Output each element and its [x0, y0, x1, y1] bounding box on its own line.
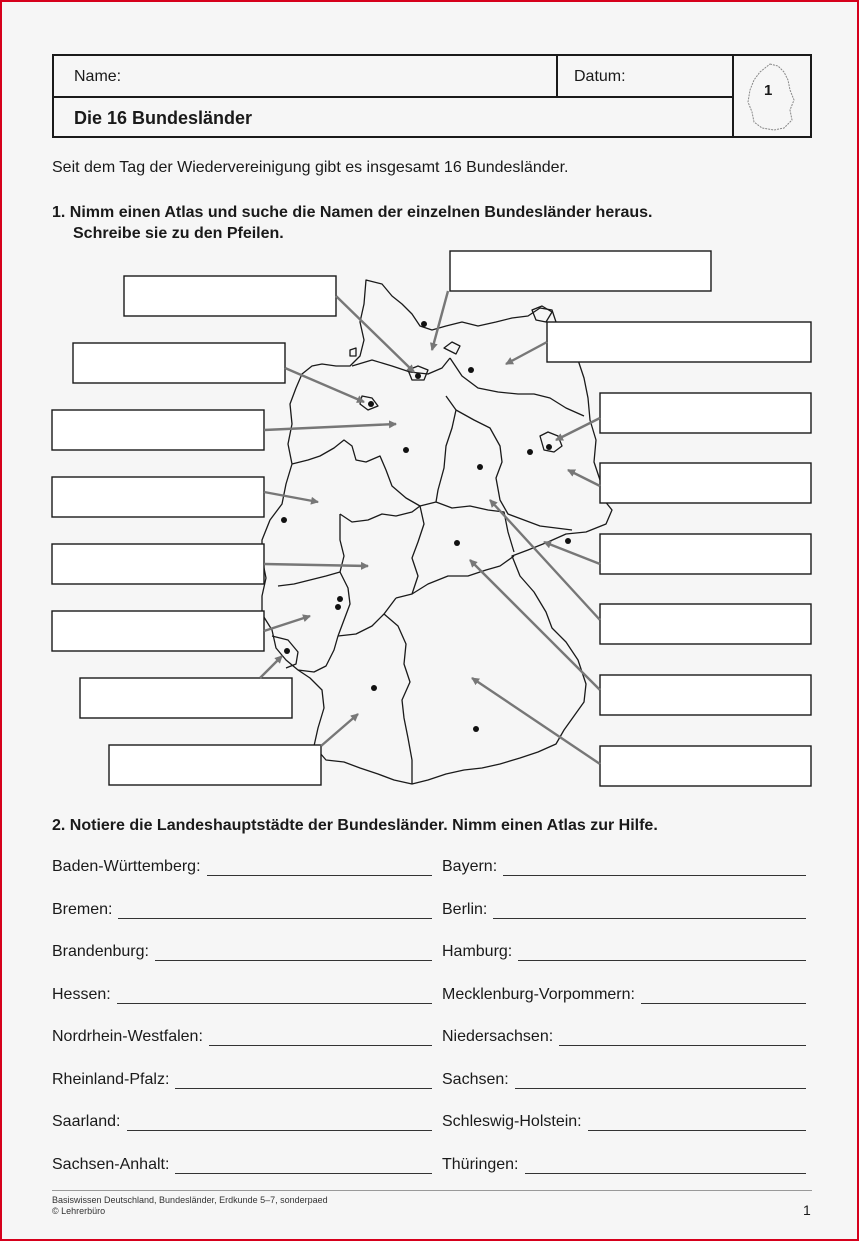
island [444, 342, 460, 354]
border-nrw-he [340, 506, 420, 522]
capital-dot [468, 367, 474, 373]
state-label: Hessen: [52, 986, 111, 1003]
answer-box[interactable] [547, 322, 811, 362]
answer-boxes [52, 251, 811, 786]
answer-box[interactable] [450, 251, 711, 291]
task-2: 2. Notiere die Landeshauptstädte der Bundesländer. Nimm einen Atlas zur Hilfe. [52, 817, 658, 834]
border-ni-mv [450, 358, 584, 416]
arrow [321, 714, 358, 746]
border-rp-he [338, 572, 350, 636]
capital-row-left [52, 986, 432, 1004]
capital-row-left [52, 1071, 432, 1089]
arrow [264, 616, 310, 631]
arrow [264, 492, 318, 502]
answer-line[interactable] [518, 946, 806, 961]
capital-row-left [52, 1156, 432, 1174]
sheet-number: 1 [764, 82, 773, 99]
footer-copyright: © Lehrerbüro [52, 1206, 106, 1216]
capital-dot [473, 726, 479, 732]
capital-dot [415, 373, 421, 379]
capital-row-left [52, 858, 432, 876]
answer-box[interactable] [109, 745, 321, 785]
border-he-th [396, 506, 424, 598]
border-ni-st [436, 396, 456, 502]
state-label: Hamburg: [442, 943, 513, 960]
state-label: Bayern: [442, 858, 498, 875]
state-label: Niedersachsen: [442, 1028, 554, 1045]
footer-source: Basiswissen Deutschland, Bundesländer, Erdkunde 5–7, sonderpaed [52, 1195, 328, 1205]
answer-line[interactable] [118, 904, 432, 919]
capital-row-left [52, 943, 432, 961]
capital-dot [403, 447, 409, 453]
island [350, 348, 356, 356]
capital-row-right [442, 986, 806, 1004]
date-label: Datum: [574, 68, 626, 85]
answer-box[interactable] [600, 393, 811, 433]
state-label: Brandenburg: [52, 943, 149, 960]
answer-box[interactable] [52, 611, 264, 651]
capital-dot [477, 464, 483, 470]
arrow [264, 564, 368, 566]
capital-dot [281, 517, 287, 523]
capital-dot [454, 540, 460, 546]
answer-line[interactable] [559, 1031, 806, 1046]
capital-row-left [52, 1028, 432, 1046]
arrow [490, 500, 600, 620]
answer-line[interactable] [588, 1116, 806, 1131]
answer-box[interactable] [52, 477, 264, 517]
answer-line[interactable] [503, 861, 806, 876]
border-th [436, 502, 514, 552]
border-bw-by [384, 614, 412, 784]
task-1-line-1: 1. Nimm einen Atlas und suche die Namen der einzelnen Bundesländer heraus. [52, 204, 653, 221]
state-label: Nordrhein-Westfalen: [52, 1028, 203, 1045]
capital-dot [546, 444, 552, 450]
state-label: Bremen: [52, 901, 113, 918]
answer-line[interactable] [641, 989, 806, 1004]
state-label: Sachsen: [442, 1071, 509, 1088]
answer-box[interactable] [52, 410, 264, 450]
answer-box[interactable] [600, 675, 811, 715]
state-label: Saarland: [52, 1113, 121, 1130]
capital-dot [337, 596, 343, 602]
arrow [260, 656, 282, 678]
answer-line[interactable] [155, 946, 432, 961]
capital-dot [527, 449, 533, 455]
capital-dot [371, 685, 377, 691]
capital-row-right [442, 943, 806, 961]
border-nrw-rp [278, 514, 344, 586]
answer-line[interactable] [207, 861, 432, 876]
arrow [432, 291, 448, 350]
answer-box[interactable] [600, 534, 811, 574]
answer-line[interactable] [175, 1159, 432, 1174]
page-title: Die 16 Bundesländer [74, 108, 253, 128]
state-label: Berlin: [442, 901, 488, 918]
state-label: Schleswig-Holstein: [442, 1113, 582, 1130]
state-label: Thüringen: [442, 1156, 519, 1173]
arrow [506, 342, 547, 364]
capital-row-right [442, 858, 806, 876]
answer-box[interactable] [80, 678, 292, 718]
arrow [544, 542, 600, 564]
capital-row-right [442, 1028, 806, 1046]
answer-line[interactable] [117, 989, 432, 1004]
footer-credits [52, 1195, 328, 1217]
arrow [568, 470, 600, 486]
footer-divider [52, 1190, 812, 1191]
answer-line[interactable] [127, 1116, 433, 1131]
capital-dot [284, 648, 290, 654]
answer-box[interactable] [73, 343, 285, 383]
state-label: Mecklenburg-Vorpommern: [442, 986, 635, 1003]
state-label: Baden-Württemberg: [52, 858, 201, 875]
capital-row-right [442, 1071, 806, 1089]
answer-box[interactable] [124, 276, 336, 316]
capital-row-left [52, 901, 432, 919]
answer-box[interactable] [600, 746, 811, 786]
state-label: Sachsen-Anhalt: [52, 1156, 170, 1173]
answer-line[interactable] [209, 1031, 432, 1046]
capital-dot [335, 604, 341, 610]
capital-row-left [52, 1113, 432, 1131]
answer-line[interactable] [175, 1074, 432, 1089]
task-1-line-2: Schreibe sie zu den Pfeilen. [73, 225, 284, 242]
answer-box[interactable] [600, 463, 811, 503]
capital-dot [368, 401, 374, 407]
capital-row-right [442, 1113, 806, 1131]
state-label: Rheinland-Pfalz: [52, 1071, 170, 1088]
border-rp-bw [298, 636, 338, 672]
arrow [472, 678, 600, 764]
capital-dot [565, 538, 571, 544]
border-ni-nrw [292, 440, 436, 506]
arrow [470, 560, 600, 690]
page-number: 1 [803, 1202, 811, 1218]
border-st-bb [456, 410, 572, 530]
answer-line[interactable] [525, 1159, 807, 1174]
arrow [264, 424, 396, 430]
answer-line[interactable] [493, 904, 806, 919]
capital-dot [421, 321, 427, 327]
capital-row-right [442, 1156, 806, 1174]
intro-text: Seit dem Tag der Wiedervereinigung gibt es insgesamt 16 Bundesländer. [52, 159, 569, 176]
arrow [556, 418, 600, 440]
answer-line[interactable] [515, 1074, 806, 1089]
name-label: Name: [74, 68, 122, 85]
capital-dots [281, 321, 571, 732]
capital-row-right [442, 901, 806, 919]
answer-box[interactable] [52, 544, 264, 584]
answer-box[interactable] [600, 604, 811, 644]
